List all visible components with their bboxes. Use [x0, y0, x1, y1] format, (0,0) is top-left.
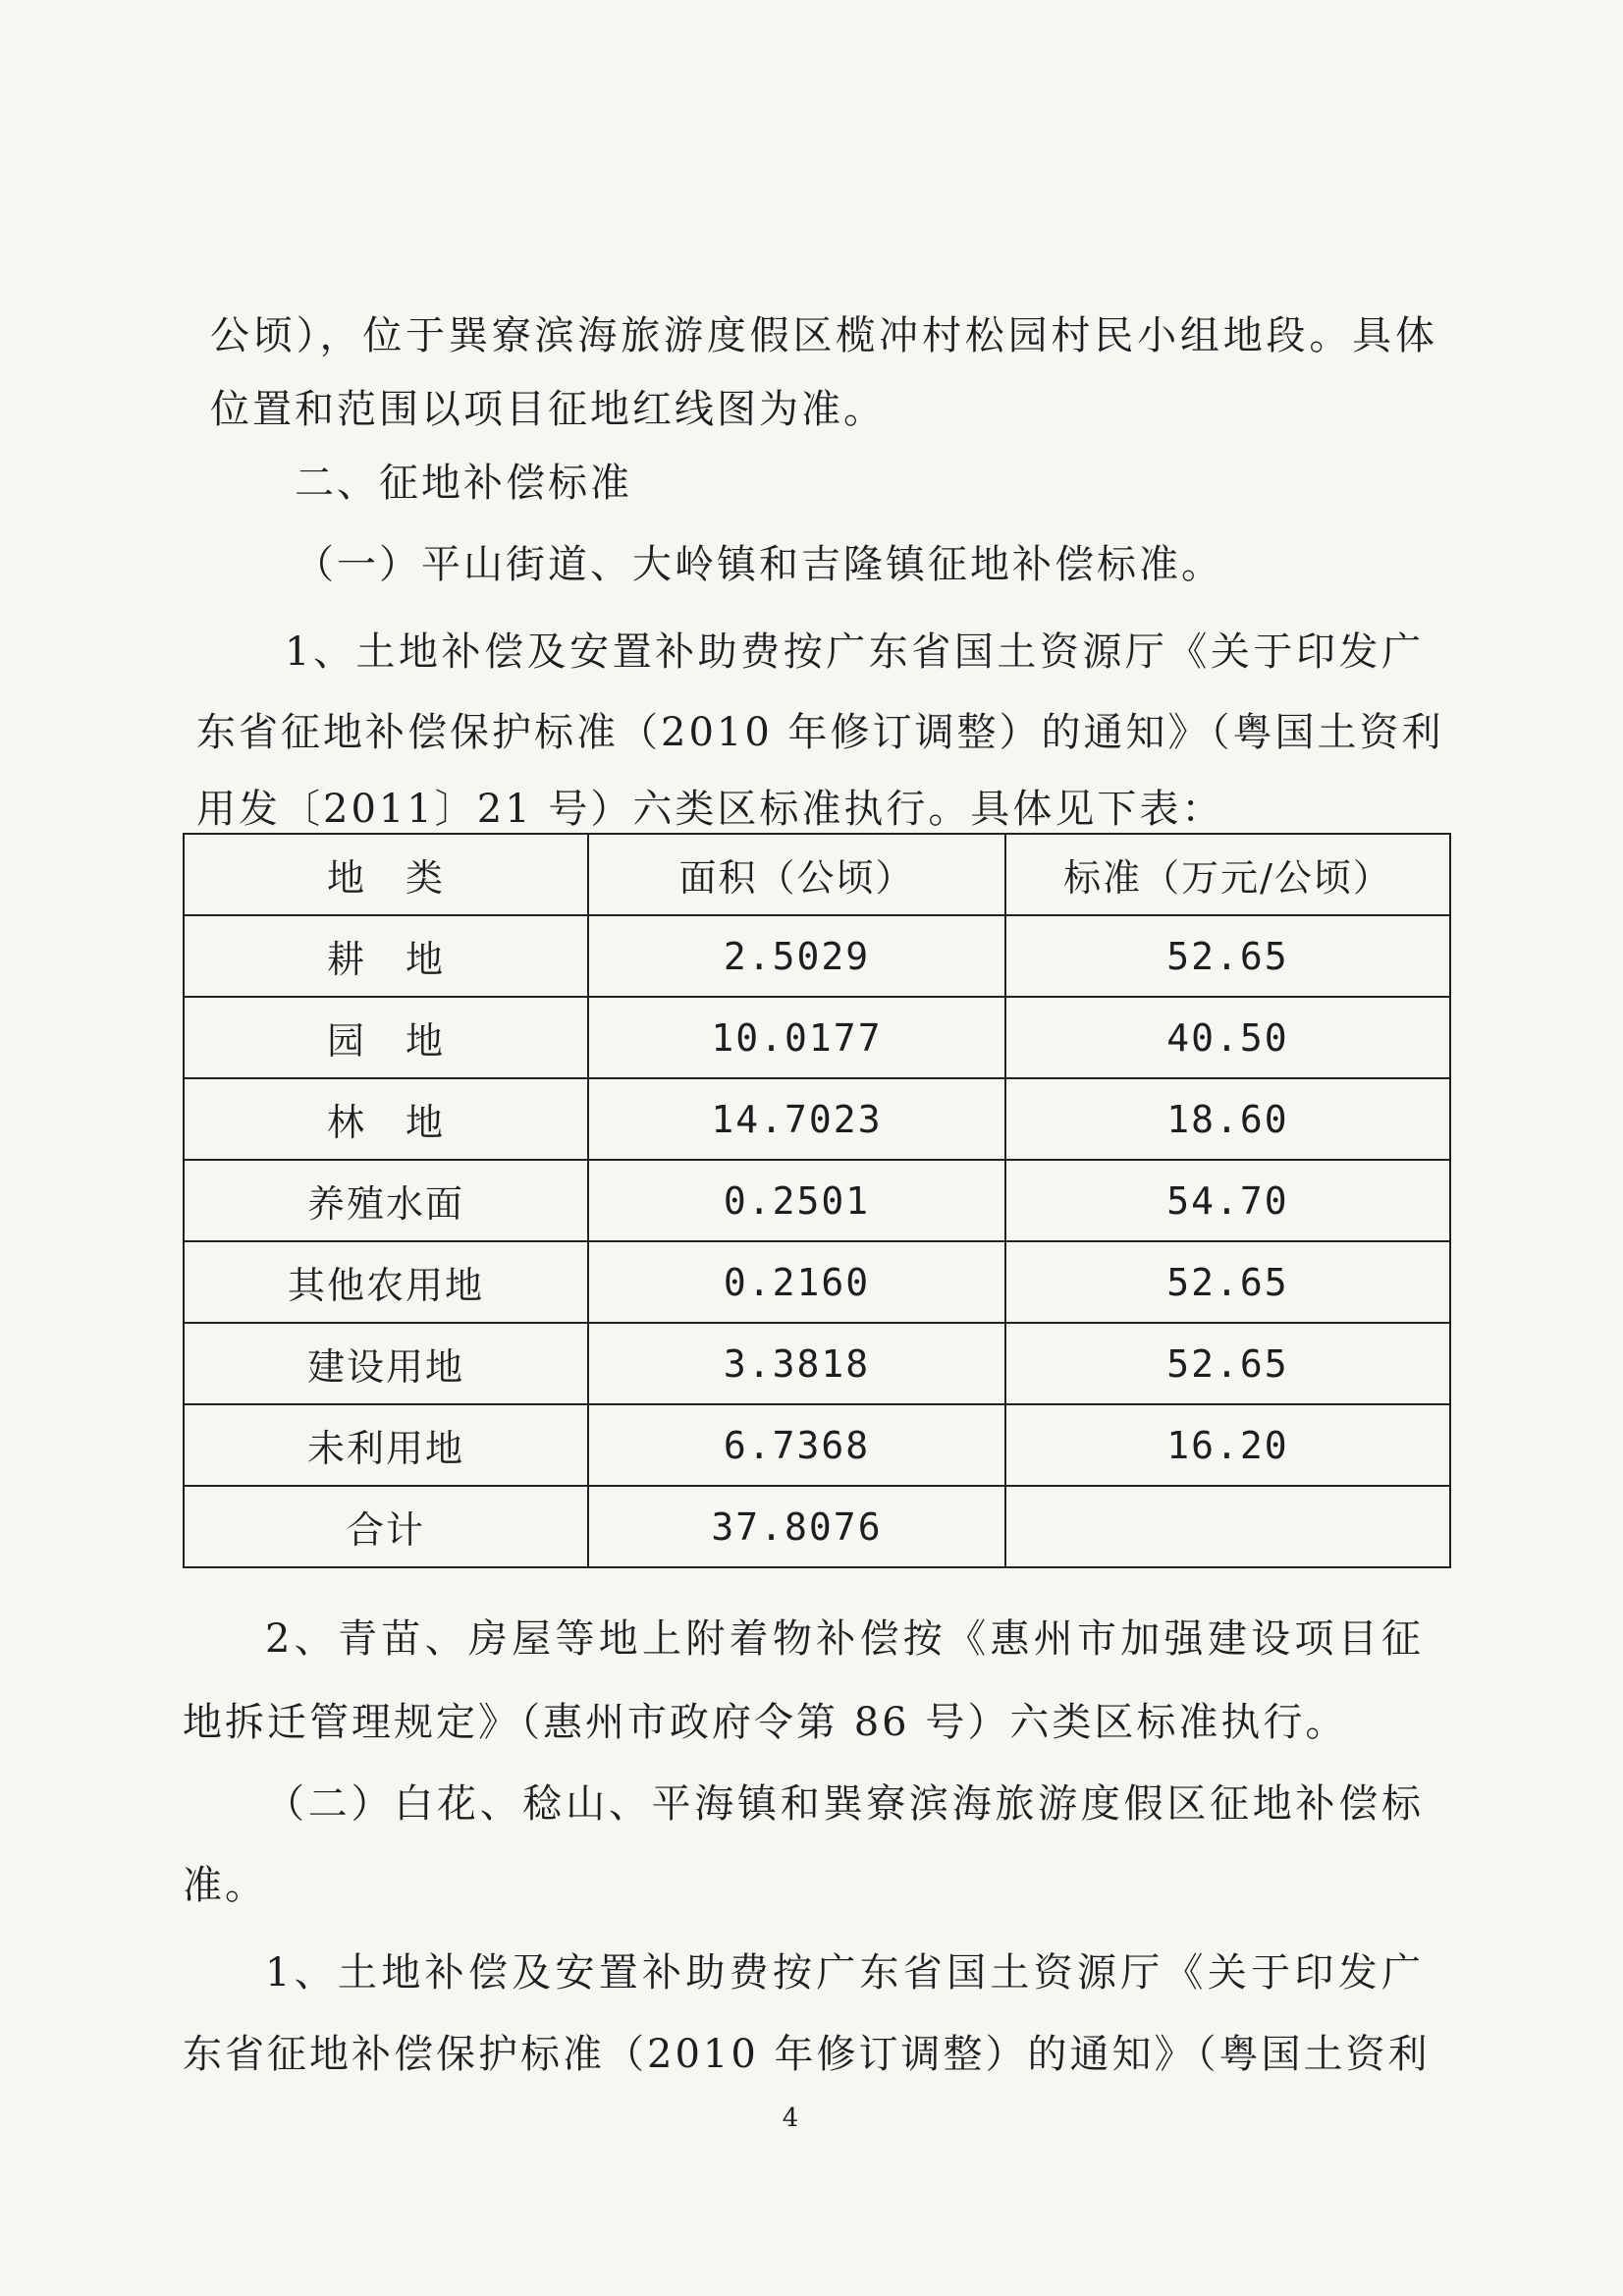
table-row [184, 997, 1450, 1078]
table-row [184, 1160, 1450, 1241]
paragraph-line: 公顷），位于巽寮滨海旅游度假区榄冲村松园村民小组地段。具体 [210, 313, 1437, 358]
subsection-heading: 准。 [183, 1863, 267, 1908]
cell-total-standard [1005, 1486, 1450, 1567]
paragraph-line: 用发〔2011〕21 号）六类区标准执行。具体见下表： [196, 787, 1224, 832]
cell-standard: 18.60 [1005, 1078, 1450, 1160]
header-area: 面积（公顷） [588, 834, 1005, 915]
subsection-heading: （一）平山街道、大岭镇和吉隆镇征地补偿标准。 [295, 542, 1223, 587]
paragraph-line: 东省征地补偿保护标准（2010 年修订调整）的通知》（粤国土资利 [183, 2032, 1431, 2077]
paragraph-line: 东省征地补偿保护标准（2010 年修订调整）的通知》（粤国土资利 [196, 710, 1444, 755]
cell-land-type: 养殖水面 [184, 1160, 588, 1241]
cell-land-type: 林 地 [184, 1078, 588, 1160]
header-standard: 标准（万元/公顷） [1005, 834, 1450, 915]
cell-land-type: 园 地 [184, 997, 588, 1078]
cell-area: 10.0177 [588, 997, 1005, 1078]
cell-standard: 16.20 [1005, 1404, 1450, 1486]
subsection-heading: （二）白花、稔山、平海镇和巽寮滨海旅游度假区征地补偿标 [265, 1781, 1424, 1827]
cell-land-type: 未利用地 [184, 1404, 588, 1486]
cell-standard: 40.50 [1005, 997, 1450, 1078]
cell-standard: 52.65 [1005, 1241, 1450, 1323]
table-total-row [184, 1486, 1450, 1567]
cell-land-type: 其他农用地 [184, 1241, 588, 1323]
cell-land-type: 建设用地 [184, 1323, 588, 1404]
section-heading: 二、征地补偿标准 [295, 461, 632, 506]
table-row [184, 1404, 1450, 1486]
table-row [184, 1241, 1450, 1323]
compensation-table [183, 833, 1451, 1568]
cell-standard: 52.65 [1005, 1323, 1450, 1404]
cell-total-area: 37.8076 [588, 1486, 1005, 1567]
cell-total-label: 合计 [184, 1486, 588, 1567]
paragraph-line: 1、土地补偿及安置补助费按广东省国土资源厅《关于印发广 [285, 629, 1424, 675]
cell-area: 0.2160 [588, 1241, 1005, 1323]
paragraph-line: 位置和范围以项目征地红线图为准。 [210, 387, 886, 432]
paragraph-line: 地拆迁管理规定》（惠州市政府令第 86 号）六类区标准执行。 [183, 1700, 1348, 1745]
cell-area: 0.2501 [588, 1160, 1005, 1241]
cell-land-type: 耕 地 [184, 915, 588, 997]
table-row [184, 915, 1450, 997]
page-number: 4 [782, 2104, 799, 2133]
paragraph-line: 2、青苗、房屋等地上附着物补偿按《惠州市加强建设项目征 [265, 1616, 1424, 1662]
cell-standard: 54.70 [1005, 1160, 1450, 1241]
cell-area: 6.7368 [588, 1404, 1005, 1486]
table-row [184, 1323, 1450, 1404]
cell-area: 14.7023 [588, 1078, 1005, 1160]
table-row [184, 1078, 1450, 1160]
cell-area: 3.3818 [588, 1323, 1005, 1404]
paragraph-line: 1、土地补偿及安置补助费按广东省国土资源厅《关于印发广 [265, 1950, 1424, 1995]
cell-area: 2.5029 [588, 915, 1005, 997]
table-header-row [184, 834, 1450, 915]
header-land-type: 地 类 [184, 834, 588, 915]
cell-standard: 52.65 [1005, 915, 1450, 997]
